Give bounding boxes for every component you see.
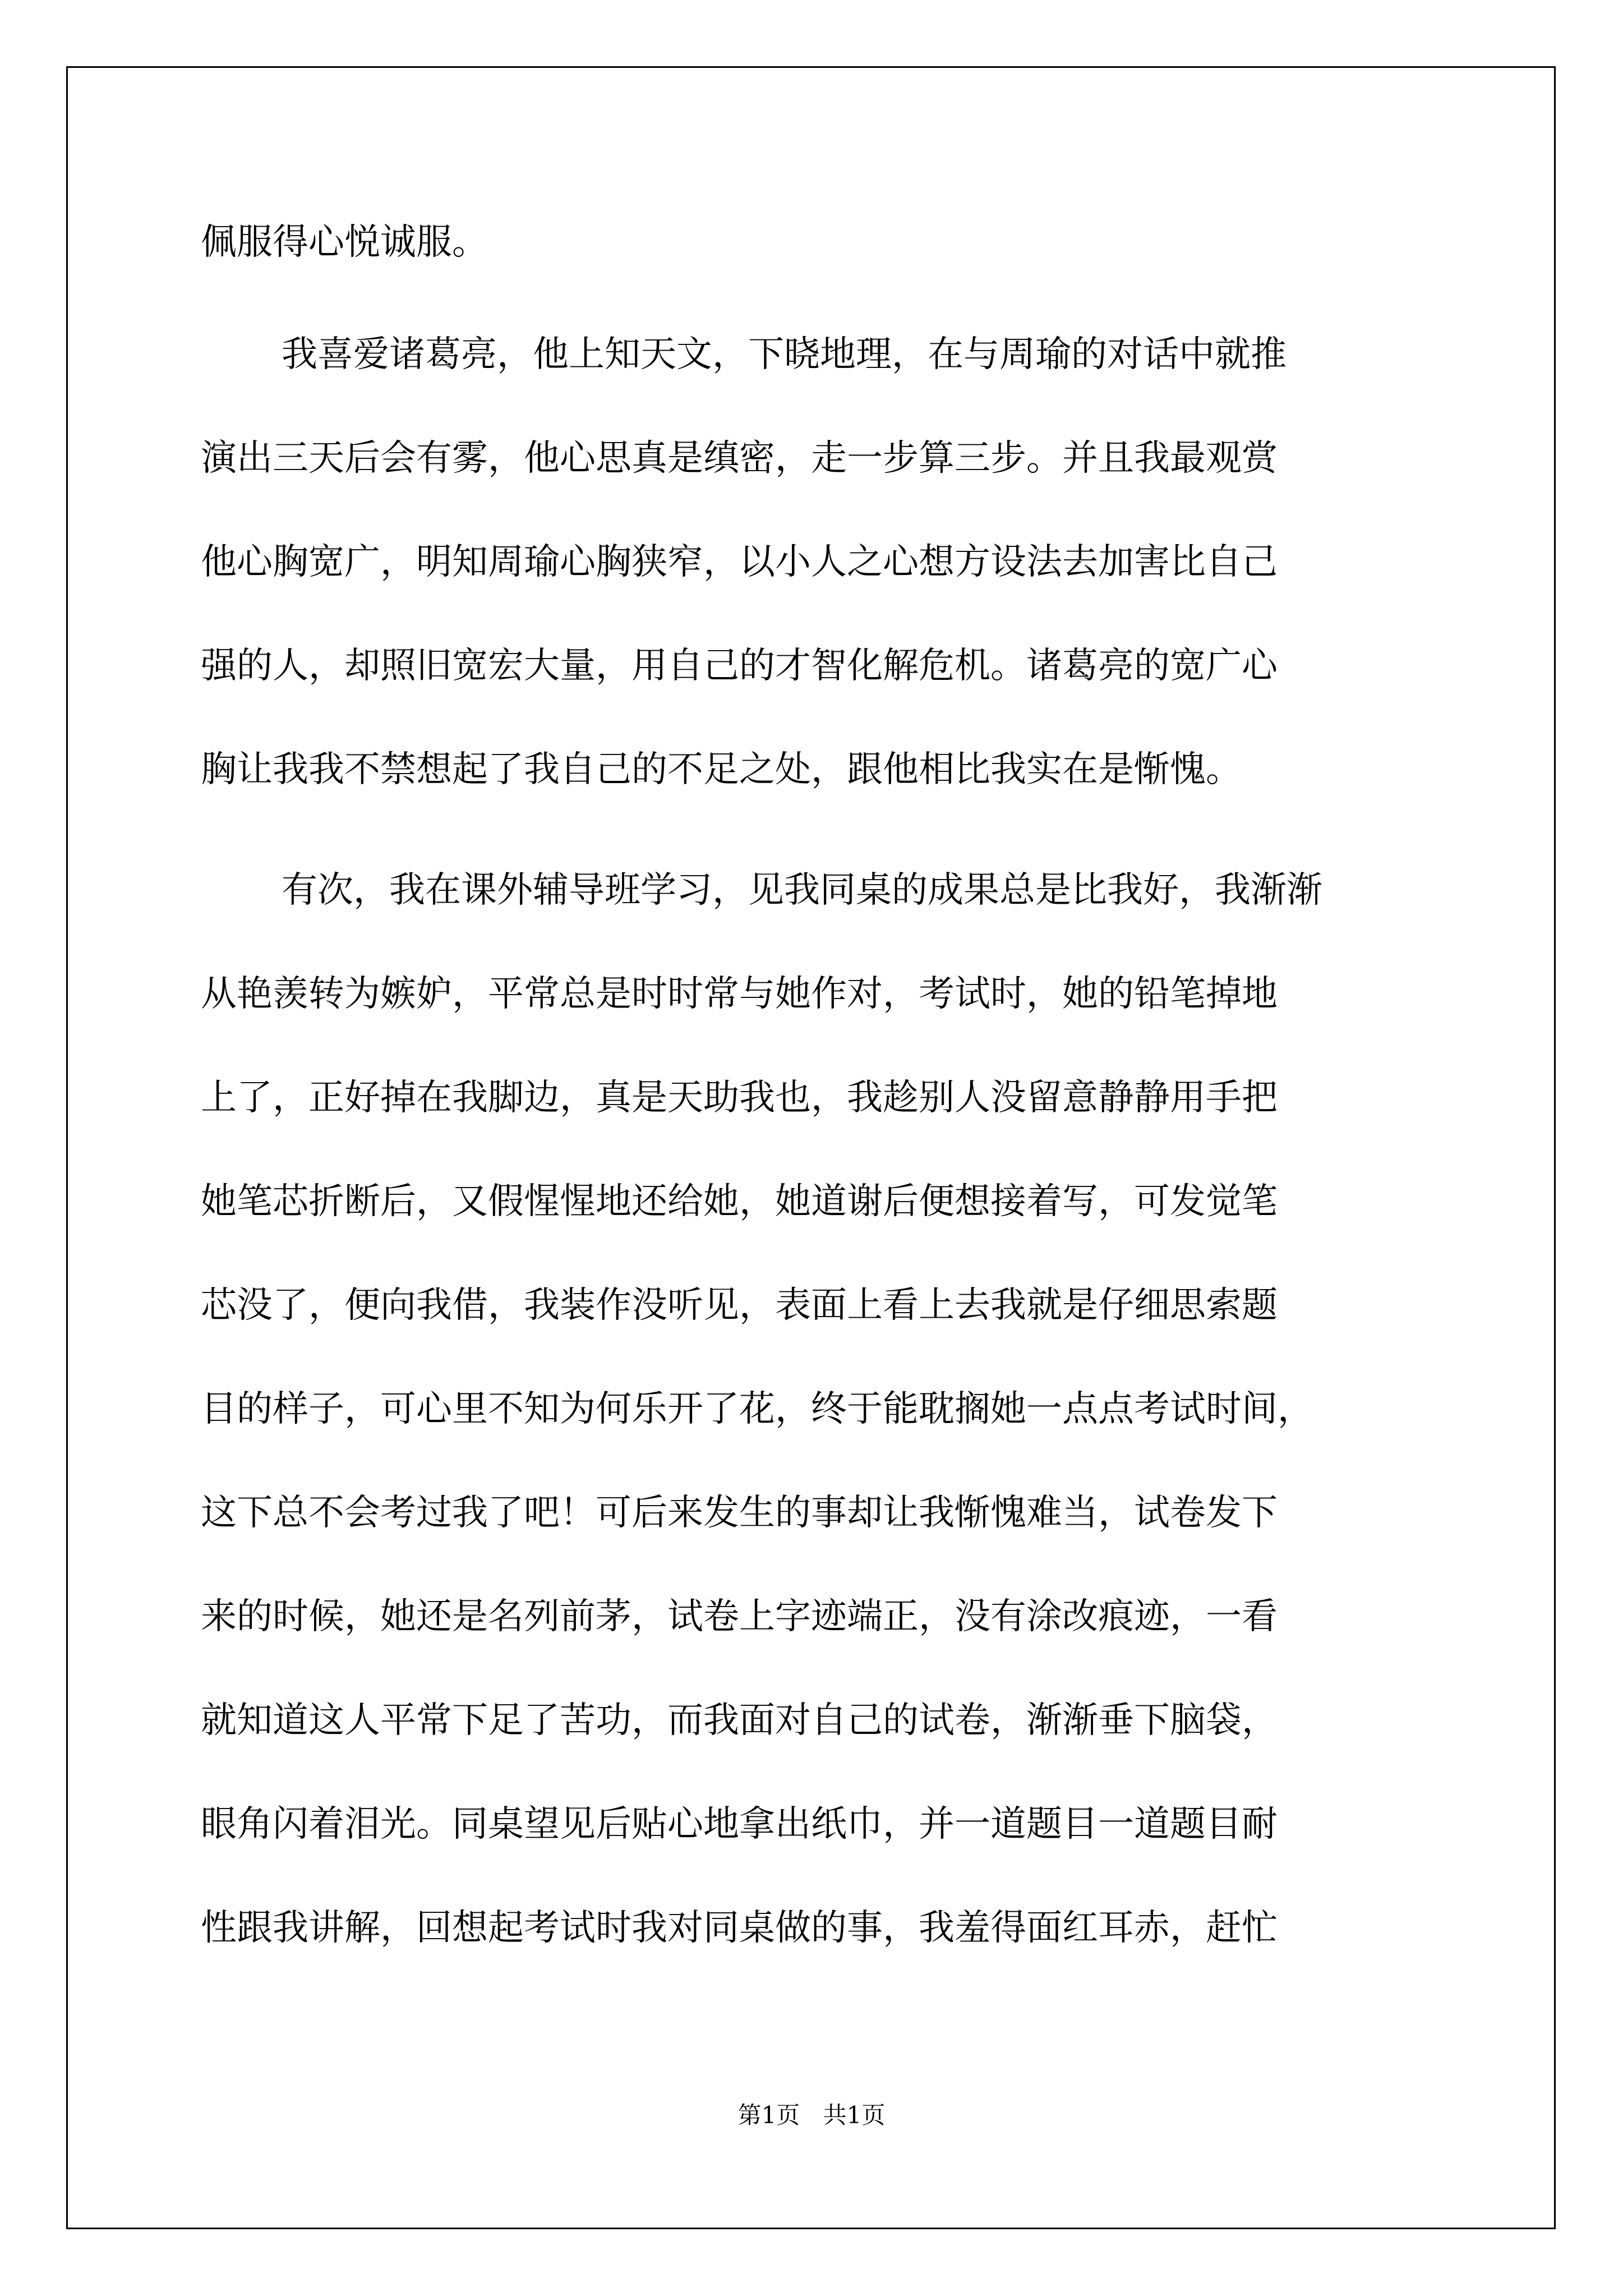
page-total: 共1页 <box>823 2101 886 2129</box>
text-line: 佩服得心悦诚服。 <box>201 222 488 263</box>
page-number: 第1页 <box>737 2101 800 2129</box>
text-line: 胸让我我不禁想起了我自己的不足之处，跟他相比我实在是惭愧。 <box>201 749 1242 790</box>
text-line: 上了，正好掉在我脚边，真是天助我也，我趁别人没留意静静用手把 <box>201 1077 1278 1119</box>
text-line: 这下总不会考过我了吧！可后来发生的事却让我惭愧难当，试卷发下 <box>201 1492 1278 1534</box>
text-line: 强的人，却照旧宽宏大量，用自己的才智化解危机。诸葛亮的宽广心 <box>201 645 1278 687</box>
text-line: 来的时候，她还是名列前茅，试卷上字迹端正，没有涂改痕迹，一看 <box>201 1596 1278 1637</box>
page-footer <box>0 2101 1623 2129</box>
text-line: 我喜爱诸葛亮，他上知天文，下晓地理，在与周瑜的对话中就推 <box>282 334 1287 375</box>
text-line: 她笔芯折断后，又假惺惺地还给她，她道谢后便想接着写，可发觉笔 <box>201 1181 1278 1222</box>
text-line: 就知道这人平常下足了苦功，而我面对自己的试卷，渐渐垂下脑袋， <box>201 1700 1278 1741</box>
page-border <box>66 66 1556 2229</box>
text-line: 眼角闪着泪光。同桌望见后贴心地拿出纸巾，并一道题目一道题目耐 <box>201 1803 1278 1845</box>
text-line: 有次，我在课外辅导班学习，见我同桌的成果总是比我好，我渐渐 <box>282 869 1322 911</box>
text-line: 性跟我讲解，回想起考试时我对同桌做的事，我羞得面红耳赤，赶忙 <box>201 1907 1278 1949</box>
text-line: 他心胸宽广，明知周瑜心胸狭窄，以小人之心想方设法去加害比自己 <box>201 541 1278 583</box>
text-line: 从艳羡转为嫉妒，平常总是时时常与她作对，考试时，她的铅笔掉地 <box>201 973 1278 1015</box>
text-line: 芯没了，便向我借，我装作没听见，表面上看上去我就是仔细思索题 <box>201 1285 1278 1326</box>
text-line: 目的样子，可心里不知为何乐开了花，终于能耽搁她一点点考试时间， <box>201 1388 1313 1430</box>
text-line: 演出三天后会有雾，他心思真是缜密，走一步算三步。并且我最观赏 <box>201 438 1278 479</box>
